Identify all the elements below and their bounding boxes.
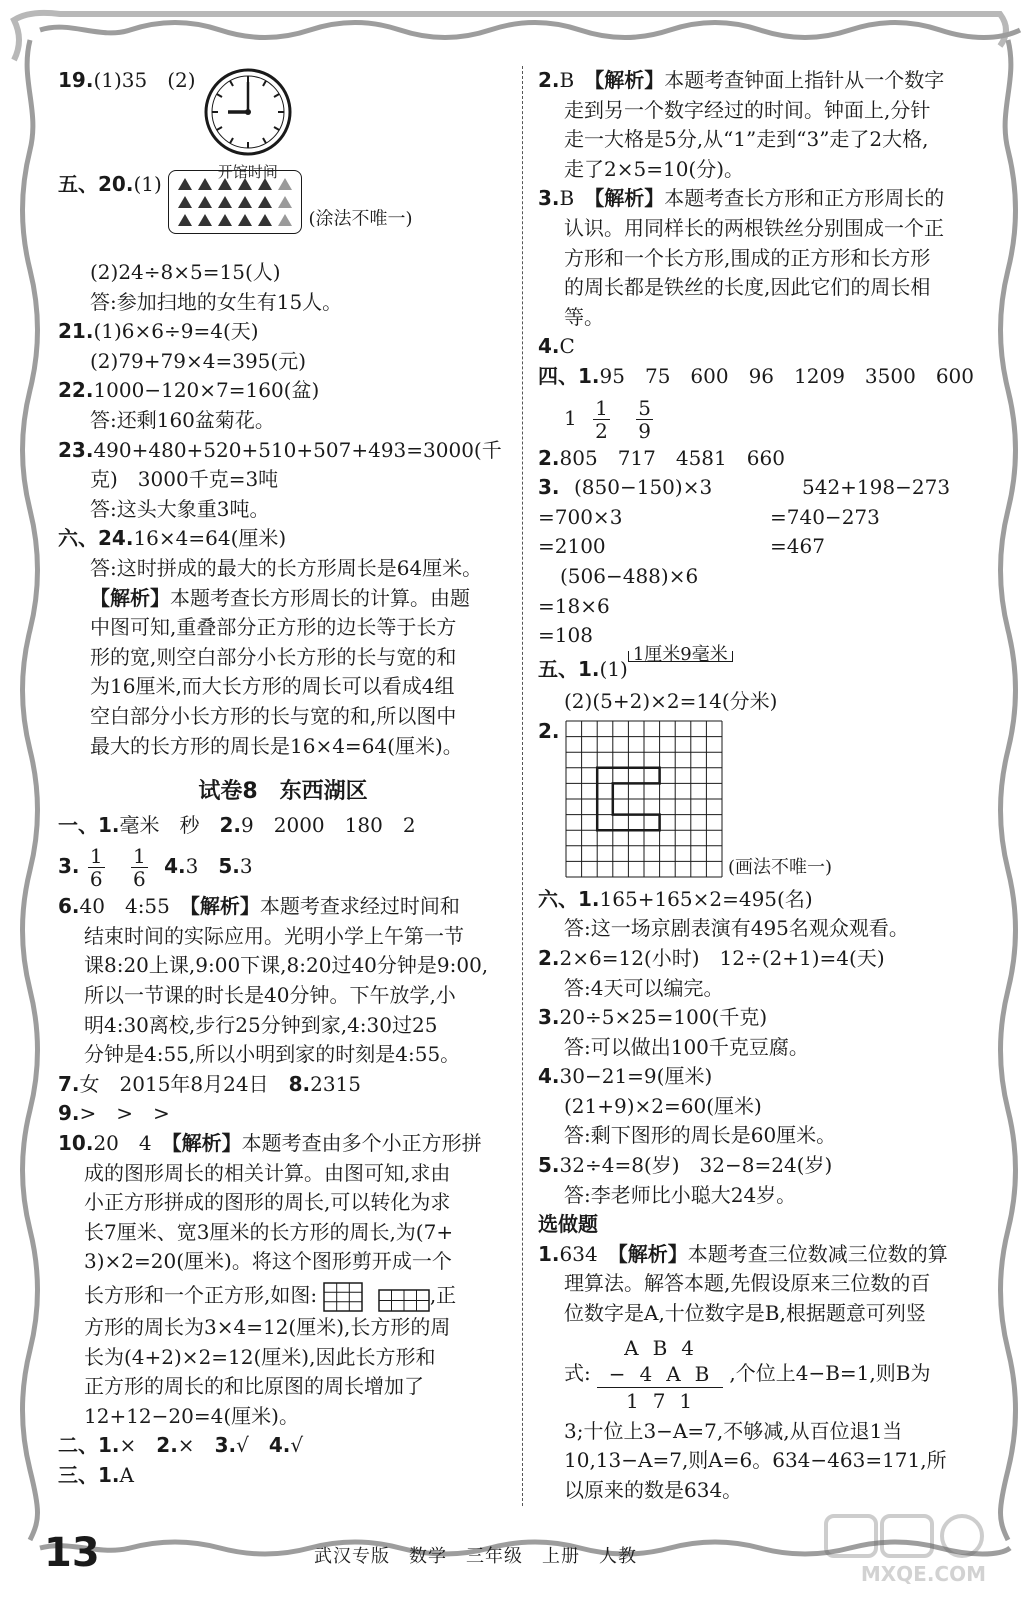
triangle-icon <box>198 178 212 190</box>
triangle-icon <box>218 196 232 208</box>
answer-20: 五、20.(1) (涂法不唯一) (2)24÷8×5=15(人) 答:参加扫地的女生有15人。 <box>58 172 413 314</box>
answer-s3: 3. $\frac{1}{6}$ $\frac{1}{6}$ 4.3 5.3 <box>58 844 253 892</box>
answer-s10: 10.20 4 【解析】本题考查由多个小正方形拼 成的图形周长的相关计算。由图可知,求由 小正方形拼成的图形的周长,可以转化为求 长7厘米、宽3厘米的长方形的周长,为(7+ 3)×2=20(厘米)。将这个图形剪开成一个 长方形和一个正方形,如图: ,正 方形的周长为3×4=12(厘米),长方形的周 长为(4+2)×2=12(厘米),因此长方形和 正方形的周长的和比原图的周长增加了 12+12−20=4(厘米)。 <box>58 1131 482 1428</box>
triangle-icon <box>278 196 292 208</box>
answer-r3: 3.B 【解析】本题考查长方形和正方形周长的 认识。用同样长的两根铁丝分别围成一个正 方形和一个长方形,围成的正方形和长方形 的周长都是铁丝的长度,因此它们的周长相 等。 <box>538 186 945 329</box>
triangle-icon <box>218 178 232 190</box>
answer-24: 六、24.16×4=64(厘米) 答:这时拼成的最大的长方形周长是64厘米。 【解析】本题考查长方形周长的计算。由题 中图可知,重叠部分正方形的边长等于长方 形的宽,则空白部分小长方形的长与宽的和 为16厘米,而大长方形的周长可以看成4组 空白部分小长方形的长与宽的和,所以图中 最大的长方形的周长是16×4=64(厘米)。 <box>58 526 483 758</box>
answer-liu5: 5.32÷4=8(岁) 32−8=24(岁) 答:李老师比小聪大24岁。 <box>538 1153 833 1207</box>
answer-si3: 3. (850−150)×3 =700×3 =2100 (506−488)×6 =18×6 =108 542+198−273 =740−273 =467 <box>538 475 951 648</box>
answer-optional-1: 1.634 【解析】本题考查三位数减三位数的算 理算法。解答本题,先假设原来三位数的百 位数字是A,十位数字是B,根据题意可列竖 式: AB4 −4AB 171 ,个位上4−B=1,则B为 3;十位上3−A=7,不够减,从百位退1当 10,13−A=7,则A=6。634−463=171,所 以原来的数是634。 <box>538 1241 948 1502</box>
answer-21: 21.(1)6×6÷9=4(天) (2)79+79×4=395(元) <box>58 319 307 373</box>
optional-section-title: 选做题 <box>538 1212 598 1237</box>
column-divider <box>522 66 523 1506</box>
answer-s7: 7.女 2015年8月24日 8.2315 <box>58 1071 362 1096</box>
measure-brace: 1厘米9毫米 <box>628 651 733 662</box>
vertical-subtraction: AB4 −4AB 171 <box>597 1335 724 1414</box>
rectangle-split-figure <box>378 1282 430 1312</box>
triangle-icon <box>218 214 232 226</box>
triangle-grid <box>168 170 302 234</box>
watermark-icon <box>822 1512 992 1562</box>
answer-19: 19.(1)35 (2) 开馆时间 <box>58 66 508 170</box>
answer-liu3: 3.20÷5×25=100(千克) 答:可以做出100千克豆腐。 <box>538 1005 809 1059</box>
answer-r4: 4.C <box>538 334 575 359</box>
answer-s1: 一、1.毫米 秒 2.9 2000 180 2 <box>58 812 416 837</box>
triangle-icon <box>258 196 272 208</box>
answer-r2: 2.B 【解析】本题考查钟面上指针从一个数字 走到另一个数字经过的时间。钟面上,分针 走一大格是5分,从“1”走到“3”走了2大格, 走了2×5=10(分)。 <box>538 68 945 181</box>
square-split-figure <box>323 1282 363 1312</box>
triangle-icon <box>238 214 252 226</box>
fraction: $\frac{1}{6}$ <box>89 844 103 892</box>
answer-san: 三、1.A <box>58 1462 134 1487</box>
clock-icon <box>202 66 294 158</box>
triangle-icon <box>178 214 192 226</box>
answer-si2: 2.805 717 4581 660 <box>538 445 785 470</box>
fraction: $\frac{5}{9}$ <box>638 395 651 443</box>
answer-liu4: 4.30−21=9(厘米) (21+9)×2=60(厘米) 答:剩下图形的周长是60厘米。 <box>538 1064 837 1148</box>
triangle-icon <box>278 214 292 226</box>
book-info: 武汉专版 数学 三年级 上册 人教 <box>314 1546 637 1567</box>
triangle-icon <box>178 178 192 190</box>
fraction: $\frac{1}{2}$ <box>595 395 608 443</box>
answer-23: 23.490+480+520+510+507+493=3000(千 克) 3000千克=3吨 答:这头大象重3吨。 <box>58 437 502 521</box>
watermark-logo: MXQE.COM <box>822 1512 992 1586</box>
triangle-icon <box>238 196 252 208</box>
answer-wu2: 2. (画法不唯一) <box>538 718 833 878</box>
answer-er: 二、1.× 2.× 3.√ 4.√ <box>58 1433 304 1458</box>
triangle-icon <box>178 196 192 208</box>
section-title: 试卷8 东西湖区 <box>198 779 368 805</box>
answer-wu1: 五、1.(1)1厘米9毫米 (2)(5+2)×2=14(分米) <box>538 644 778 714</box>
drawing-grid <box>564 719 724 879</box>
left-column <box>58 66 508 1491</box>
clock-caption: 开馆时间 <box>217 163 278 181</box>
triangle-icon <box>258 214 272 226</box>
answer-liu2: 2.2×6=12(小时) 12÷(2+1)=4(天) 答:4天可以编完。 <box>538 945 885 1000</box>
answer-liu1: 六、1.165+165×2=495(名) 答:这一场京剧表演有495名观众观看。 <box>538 886 909 941</box>
triangle-icon <box>278 178 292 190</box>
page-number: 13 <box>44 1530 100 1576</box>
right-column <box>538 66 978 1505</box>
answer-s9: 9.> > > <box>58 1101 170 1126</box>
triangle-icon <box>258 178 272 190</box>
answer-si1: 四、1.95 75 600 96 1209 3500 600 1 $\frac{1}{2}$ $\frac{5}{9}$ <box>538 363 975 443</box>
answer-22: 22.1000−120×7=160(盆) 答:还剩160盆菊花。 <box>58 378 320 432</box>
triangle-icon <box>198 196 212 208</box>
triangle-icon <box>198 214 212 226</box>
triangle-icon <box>238 178 252 190</box>
fraction: $\frac{1}{6}$ <box>132 844 146 892</box>
answer-s6: 6.40 4:55 【解析】本题考查求经过时间和 结束时间的实际应用。光明小学上午第一节 课8:20上课,9:00下课,8:20过40分钟是9:00, 所以一节课的时长是40分钟。下午放学,小 明4:30离校,步行25分钟到家,4:30过25 分钟是4:55,所以小明到家的时刻是4:55。 <box>58 894 489 1067</box>
